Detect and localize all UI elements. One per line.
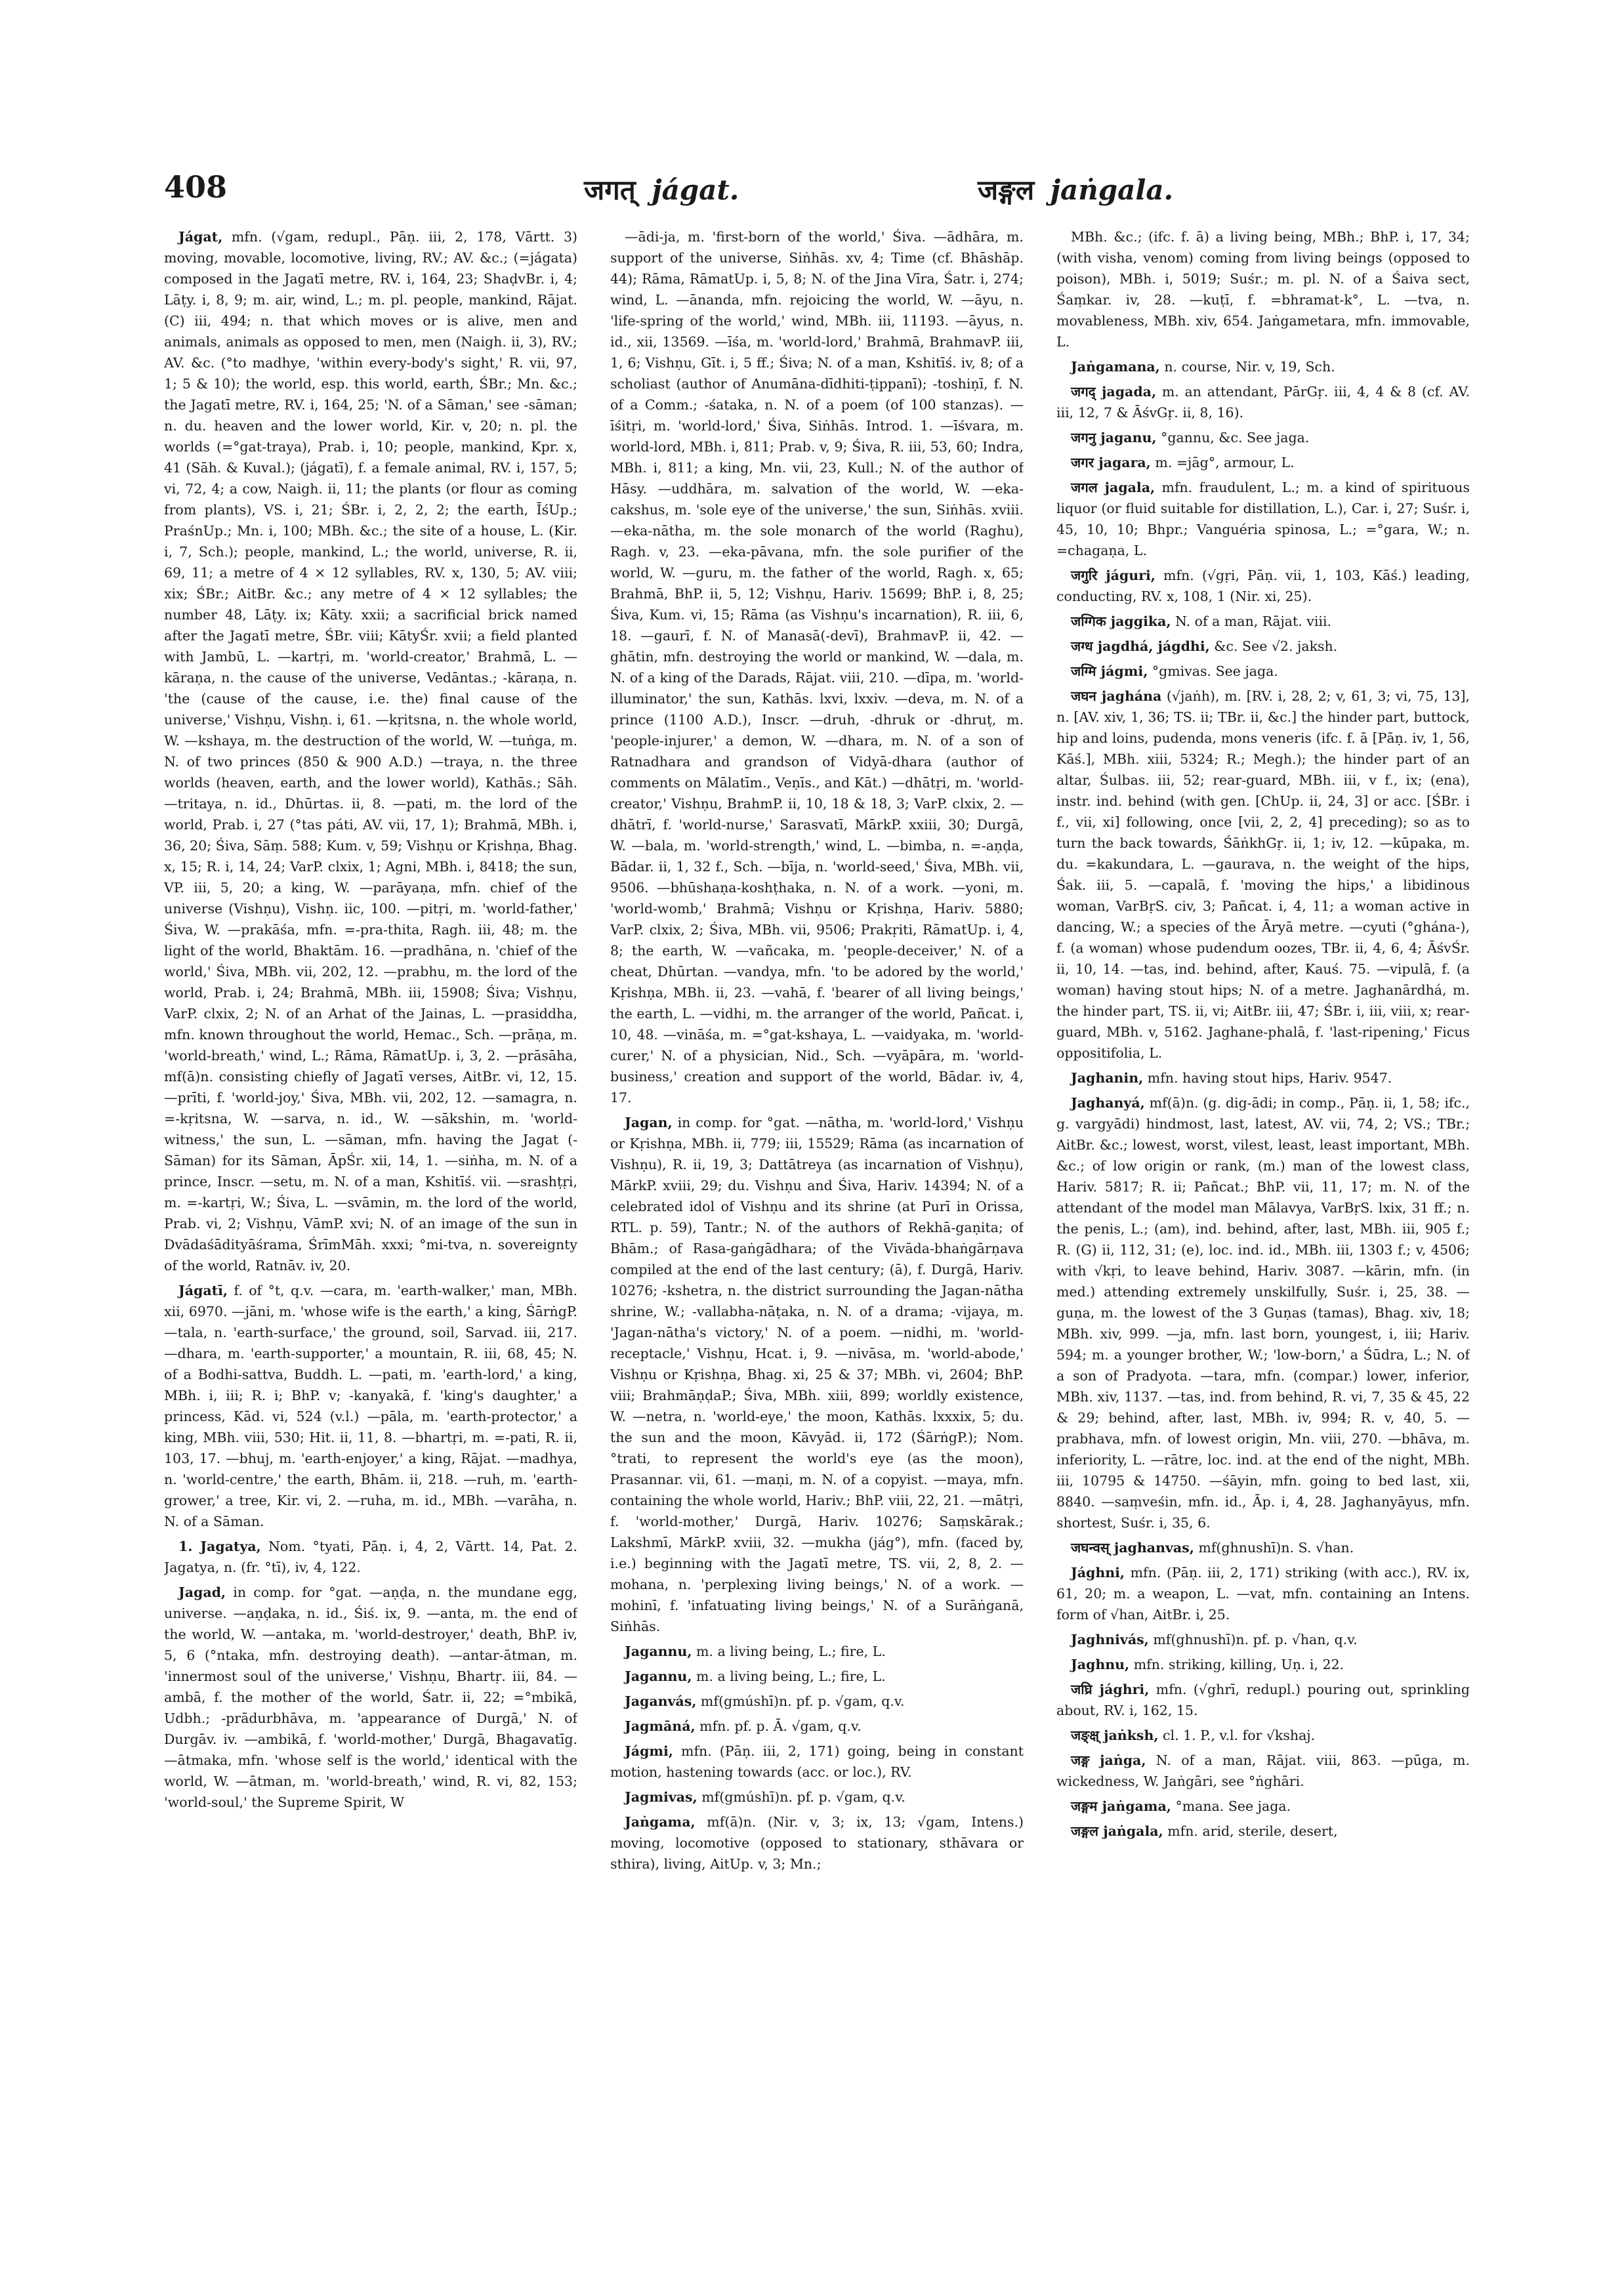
entry-definition: mf(ghnushī)n. pf. p. √han, q.v. bbox=[1153, 1632, 1358, 1647]
dictionary-entry bbox=[1056, 1679, 1470, 1721]
dictionary-entry bbox=[1056, 611, 1470, 632]
dictionary-entry bbox=[1056, 661, 1470, 682]
entry-definition: mfn. (Pāṇ. iii, 2, 171) striking (with acc.), RV. ix, 61, 20; m. a weapon, L. —vat, mfn. containing an Intens. form of √han, AitBr. i, 25. bbox=[1056, 1565, 1470, 1623]
entry-definition: mf(gmúshī)n. pf. p. √gam, q.v. bbox=[700, 1693, 905, 1709]
entry-headword: जग्ध jagdhá, jágdhi, bbox=[1071, 638, 1210, 654]
dictionary-entry bbox=[610, 1666, 1024, 1687]
entry-definition: N. of a man, Rājat. viii. bbox=[1175, 613, 1332, 629]
page-header bbox=[164, 169, 1470, 215]
dictionary-entry bbox=[1056, 686, 1470, 1064]
entry-headword: जङ्क्ष् jaṅksh, bbox=[1071, 1727, 1159, 1743]
entry-headword: Jaganvás, bbox=[625, 1693, 697, 1709]
dictionary-entry bbox=[610, 226, 1024, 1108]
entry-definition: mfn. arid, sterile, desert, bbox=[1167, 1823, 1338, 1839]
entry-headword: 1. Jagatya, bbox=[178, 1539, 261, 1554]
dictionary-entry bbox=[1056, 1629, 1470, 1650]
dictionary-entry bbox=[1056, 1796, 1470, 1817]
entry-headword: Jaghnu, bbox=[1071, 1657, 1130, 1672]
entry-definition: °mana. See jaga. bbox=[1175, 1798, 1291, 1814]
entry-headword: Jagad, bbox=[178, 1584, 226, 1600]
entry-headword: जग्गिक jaggika, bbox=[1071, 613, 1171, 629]
entry-headword: जङ्गल jaṅgala, bbox=[1071, 1823, 1163, 1839]
entry-definition: m. a living being, L.; fire, L. bbox=[696, 1668, 886, 1684]
entry-headword: Jághni, bbox=[1071, 1565, 1125, 1581]
dictionary-entry bbox=[610, 1741, 1024, 1783]
column-right bbox=[1056, 226, 1470, 2090]
entry-definition: mf(gmúshī)n. pf. p. √gam, q.v. bbox=[701, 1789, 906, 1805]
entry-headword: Jágmi, bbox=[625, 1743, 673, 1759]
entry-headword: Jagmāná, bbox=[625, 1718, 696, 1734]
dictionary-entry bbox=[610, 1811, 1024, 1874]
entry-definition: mfn. (√ghrī, redupl.) pouring out, sprinkling about, RV. i, 162, 15. bbox=[1056, 1682, 1470, 1718]
dictionary-entry bbox=[1056, 477, 1470, 561]
entry-headword: Jagan, bbox=[625, 1115, 673, 1130]
dictionary-entry bbox=[1056, 1654, 1470, 1675]
entry-definition: Nom. °tyati, Pāṇ. i, 4, 2, Vārtt. 14, Pat. 2. Jagatya, n. (fr. °tī), iv, 4, 122. bbox=[164, 1539, 577, 1575]
dictionary-entry bbox=[1056, 356, 1470, 377]
left-guide-iast: jágat. bbox=[652, 174, 739, 206]
entry-definition: m. a living being, L.; fire, L. bbox=[696, 1644, 886, 1659]
dictionary-entry bbox=[1056, 427, 1470, 448]
entry-headword: जगुरि jáguri, bbox=[1071, 568, 1156, 583]
entry-definition: mfn. striking, killing, Uṇ. i, 22. bbox=[1133, 1657, 1344, 1672]
dictionary-entry bbox=[610, 1787, 1024, 1808]
entry-headword: जङ्गम jaṅgama, bbox=[1071, 1798, 1171, 1814]
entry-headword: Jágatī, bbox=[178, 1283, 228, 1298]
entry-definition: mfn. fraudulent, L.; m. a kind of spirituous liquor (or fluid suitable for distillation, L.), Car. i, 27; Suśr. i, 45, 10, 10; Bhpr.; Vanguéria spinosa, L.; =°gara, W.; n. =chagaṇa, L. bbox=[1056, 480, 1470, 558]
entry-headword: Jaṅgama, bbox=[625, 1814, 696, 1830]
dictionary-entry bbox=[164, 226, 577, 1276]
entry-definition: in comp. for °gat. —aṇḍa, n. the mundane egg, universe. —aṇḍaka, n. id., Śiś. ix, 9. —anta, m. the end of the world, W. —antaka, m. 'world-destroyer,' death, BhP. iv, 5, 6 (°ntaka, mfn. destroying death). —antar-ātman, m. 'innermost soul of the universe,' Vishṇu, Bhartṛ. iii, 84. —ambā, f. the mother of the world, Śatr. ii, 22; =°mbikā, Udbh.; -prādurbhāva, m. 'appearance of Durgā,' N. of Durgāv. iv. —ambikā, f. 'world-mother,' Durgā, Bhagavatīg. —ātmaka, mfn. 'whose self is the world,' identical with the world, W. —ātman, m. 'world-breath,' wind, R. vi, 82, 153; 'world-soul,' the Supreme Spirit, W bbox=[164, 1584, 577, 1810]
entry-definition: mfn. (Pāṇ. iii, 2, 171) going, being in constant motion, hastening towards (acc. or loc.), RV. bbox=[610, 1743, 1024, 1780]
column-middle bbox=[610, 226, 1024, 2090]
entry-headword: Jaghanin, bbox=[1071, 1070, 1144, 1086]
entry-definition: m. =jāg°, armour, L. bbox=[1155, 455, 1295, 470]
entry-headword: Jaghnivás, bbox=[1071, 1632, 1149, 1647]
entry-definition: cl. 1. P., v.l. for √kshaj. bbox=[1163, 1727, 1316, 1743]
entry-definition: in comp. for °gat. —nātha, m. 'world-lord,' Vishṇu or Kṛishṇa, MBh. ii, 779; iii, 15529; Rāma (as incarnation of Vishṇu), R. ii, 19, 3; Dattātreya (as incarnation of Vishṇu), MārkP. xviii, 29; du. Vishṇu and Śiva, Hariv. 14394; N. of a celebrated idol of Vishṇu and its shrine (at Purī in Orissa, RTL. p. 59), Tantr.; N. of the authors of Rekhā-gaṇita; of Bhām.; of Rasa-gaṅgādhara; of the Vivāda-bhaṅgārṇava compiled at the end of the last century; (ā), f. Durgā, Hariv. 10276; -kshetra, n. the district surrounding the Jagan-nātha shrine, W.; -vallabha-nāṭaka, n. N. of a drama; -vijaya, m. 'Jagan-nātha's victory,' N. of a poem. —nidhi, m. 'world-receptacle,' Vishṇu, Hcat. i, 9. —nivāsa, m. 'world-abode,' Vishṇu or Kṛishṇa, Bhag. xi, 25 & 37; MBh. vi, 2604; BhP. viii; BrahmāṇḍaP.; Śiva, MBh. xiii, 899; worldly existence, W. —netra, n. 'world-eye,' the moon, Kathās. lxxxix, 5; du. the sun and the moon, Kāvyād. ii, 172 (ŚārṅgP.); Nom. °trati, to represent the world's eye (as the moon), Prasannar. vii, 61. —maṇi, m. N. of a copyist. —maya, mfn. containing the whole world, Hariv.; BhP. viii, 22, 21. —mātṛi, f. 'world-mother,' Durgā, Hariv. 10276; Saṃskārak.; Lakshmī, MārkP. xviii, 32. —mukha (jág°), mfn. (faced by, i.e.) beginning with the Jagatī metre, TS. vii, 2, 8, 2. —mohana, n. 'perplexing living beings,' N. of a work. —mohinī, f. 'infatuating living beings,' N. of a Surāṅganā, Siṅhās. bbox=[610, 1115, 1024, 1634]
dictionary-entry bbox=[1056, 636, 1470, 657]
dictionary-entry bbox=[1056, 1537, 1470, 1558]
dictionary-entry bbox=[610, 1691, 1024, 1712]
entry-headword: जगनु jaganu, bbox=[1071, 430, 1157, 445]
dictionary-entry bbox=[610, 1716, 1024, 1737]
entry-definition: N. of a man, Rājat. viii, 863. —pūga, m. wickedness, W. Jaṅgāri, see °ṅghāri. bbox=[1056, 1752, 1470, 1789]
entry-definition: m. an attendant, PārGṛ. iii, 4, 4 & 8 (cf. AV. iii, 12, 7 & ĀśvGṛ. ii, 8, 16). bbox=[1056, 384, 1470, 421]
entry-definition: mfn. (√gṛi, Pāṇ. vii, 1, 103, Kāś.) leading, conducting, RV. x, 108, 1 (Nir. xi, 25). bbox=[1056, 568, 1470, 604]
entry-definition: (√jaṅh), m. [RV. i, 28, 2; v, 61, 3; vi, 75, 13], n. [AV. xiv, 1, 36; TS. ii; TBr. ii, &c.] the hinder part, buttock, hip and loins, pudenda, mons veneris (ifc. f. ā [Pāṇ. iv, 1, 56, Kāś.], MBh. xiii, 5324; R.; Megh.); the hinder part of an altar, Śulbas. iii, 52; rear-guard, MBh. iii, v f., ix; (ena), instr. ind. behind (with gen. [ChUp. ii, 24, 3] or acc. [ŚBr. i f., vii, xi] following, once [vii, 2, 2, 4] preceding); so as to turn the back towards, ŚāṅkhGṛ. ii, 1; iv, 12. —kūpaka, m. du. =kakundara, L. —gaurava, n. the weight of the hips, Śak. iii, 5. —capalā, f. 'moving the hips,' a libidinous woman, VarBṛS. civ, 3; Pañcat. i, 4, 11; a woman active in dancing, W.; a species of the Āryā metre. —cyuti (°ghána-), f. (a woman) whose pudendum oozes, TBr. ii, 4, 6, 4; ĀśvŚr. ii, 10, 14. —tas, ind. behind, after, Kauś. 75. —vipulā, f. (a woman) having stout hips; N. of a metre. Jaghanārdhá, m. the hinder part, TS. ii, vi; AitBr. iii, 47; ŚBr. i, iii, viii, x; rear-guard, MBh. v, 5162. Jaghane-phalā, f. 'last-ripening,' Ficus oppositifolia, L. bbox=[1056, 688, 1470, 1061]
entry-headword: Jaṅgamana, bbox=[1071, 359, 1160, 375]
entry-headword: जगर jagara, bbox=[1071, 455, 1151, 470]
page-number: 408 bbox=[164, 169, 228, 205]
dictionary-entry bbox=[1056, 226, 1470, 352]
entry-headword: Jagannu, bbox=[625, 1644, 692, 1659]
dictionary-entry bbox=[1056, 565, 1470, 607]
entry-definition: °gmivas. See jaga. bbox=[1152, 663, 1278, 679]
entry-headword: जघन jaghána bbox=[1071, 688, 1162, 704]
entry-headword: Jagmivas, bbox=[625, 1789, 697, 1805]
entry-definition: &c. See √2. jaksh. bbox=[1214, 638, 1338, 654]
entry-definition: mf(ghnushī)n. S. √han. bbox=[1198, 1540, 1354, 1556]
entry-definition: MBh. &c.; (ifc. f. ā) a living being, MBh.; BhP. i, 17, 34; (with visha, venom) coming from living beings (opposed to poison), MBh. i, 5019; Suśr.; m. pl. N. of a Śaiva sect, Śaṃkar. iv, 28. —kuṭī, f. =bhramat-k°, L. —tva, n. movableness, MBh. xiv, 654. Jaṅgametara, mfn. immovable, L. bbox=[1056, 229, 1470, 350]
dictionary-entry bbox=[164, 1280, 577, 1532]
column-left bbox=[164, 226, 577, 2090]
entry-headword: जगद् jagada, bbox=[1071, 384, 1157, 400]
entry-headword: जघन्वस् jaghanvas, bbox=[1071, 1540, 1194, 1556]
entry-headword: Jagannu, bbox=[625, 1668, 692, 1684]
entry-definition: °gannu, &c. See jaga. bbox=[1161, 430, 1310, 445]
entry-headword: Jágat, bbox=[178, 229, 223, 245]
entry-definition: mf(ā)n. (g. dig-ādi; in comp., Pāṇ. ii, 1, 58; ifc., g. vargyādi) hindmost, last, latest, AV. vii, 74, 2; VS.; TBr.; AitBr. &c.; lowest, worst, vilest, least, least important, MBh. &c.; of low origin or rank, (m.) man of the lowest class, Hariv. 5817; R. ii; Pañcat.; BhP. vii, 11, 17; m. N. of the attendant of the model man Mālavya, VarBṛS. lxix, 31 ff.; n. the penis, L.; (am), ind. behind, after, last, MBh. iii, 905 f.; R. (G) ii, 112, 31; (e), loc. ind. id., MBh. iii, 1303 f.; v, 4506; with √kṛi, to leave behind, Hariv. 3087. —kārin, mfn. (in med.) attending extremely unskilfully, Suśr. i, 25, 38. —guṇa, m. the lowest of the 3 Guṇas (tamas), Bhag. xiv, 18; MBh. xiv, 999. —ja, mfn. last born, youngest, i, iii; Hariv. 594; m. a younger brother, W.; 'low-born,' a Śūdra, L.; N. of a son of Pradyota. —tara, mfn. (compar.) lower, inferior, MBh. xiv, 1137. —tas, ind. from behind, R. vi, 7, 35 & 45, 22 & 29; behind, after, last, MBh. iv, 994; R. v, 40, 5. —prabhava, mfn. of lowest origin, Mn. viii, 270. —bhāva, m. inferiority, L. —rātre, loc. ind. at the end of the night, MBh. iii, 10795 & 14750. —śāyin, mfn. going to bed last, xii, 8840. —saṃveśin, mfn. id., Āp. i, 4, 28. Jaghanyāyus, mfn. shortest, Suśr. i, 35, 6. bbox=[1056, 1095, 1470, 1531]
dictionary-entry bbox=[1056, 1725, 1470, 1746]
entry-columns bbox=[164, 226, 1470, 2090]
dictionary-entry bbox=[1056, 1750, 1470, 1792]
right-guide-iast: jaṅgala. bbox=[1050, 174, 1174, 206]
entry-definition: mfn. pf. p. Ā. √gam, q.v. bbox=[699, 1718, 862, 1734]
dictionary-entry bbox=[164, 1536, 577, 1578]
right-guide-word bbox=[978, 171, 1173, 208]
left-guide-word bbox=[584, 171, 739, 208]
dictionary-entry bbox=[164, 1582, 577, 1813]
dictionary-entry bbox=[1056, 1821, 1470, 1842]
entry-headword: जङ्ग jaṅga, bbox=[1071, 1752, 1146, 1768]
dictionary-entry bbox=[610, 1641, 1024, 1662]
dictionary-entry bbox=[1056, 381, 1470, 423]
entry-definition: mfn. having stout hips, Hariv. 9547. bbox=[1147, 1070, 1392, 1086]
dictionary-entry bbox=[1056, 1067, 1470, 1088]
dictionary-entry bbox=[1056, 452, 1470, 473]
dictionary-entry bbox=[610, 1112, 1024, 1637]
right-guide-devanagari: जङ्गल bbox=[978, 174, 1035, 206]
entry-definition: mfn. (√gam, redupl., Pāṇ. iii, 2, 178, Vārtt. 3) moving, movable, locomotive, living, RV.; AV. &c.; (=jágata) composed in the Jagatī metre, RV. i, 164, 23; ShaḍvBr. i, 4; Lāṭy. i, 8, 9; m. air, wind, L.; m. pl. people, mankind, Rājat. (C) iii, 494; n. that which moves or is alive, men and animals, animals as opposed to men, men (Naigh. ii, 3), RV.; AV. &c. (°to madhye, 'within every-body's sight,' R. vii, 97, 1; 5 & 10); the world, esp. this world, earth, ŚBr.; Mn. &c.; the Jagatī metre, RV. i, 164, 25; 'N. of a Sāman,' see -sāman; n. du. heaven and the lower world, Kir. v, 20; n. pl. the worlds (=°gat-traya), Prab. i, 10; people, mankind, Kpr. x, 41 (Sāh. & Kuval.); (jágatī), f. a female animal, RV. i, 157, 5; vi, 72, 4; a cow, Naigh. ii, 11; the plants (or flour as coming from plants), VS. i, 21; ŚBr. i, 2, 2, 2; the earth, ĪśUp.; PraśnUp.; Mn. i, 100; MBh. &c.; the site of a house, L. (Kir. i, 7, Sch.); people, mankind, L.; the world, universe, R. ii, 69, 11; a metre of 4 × 12 syllables, RV. x, 130, 5; AV. viii; xix; ŚBr.; AitBr. &c.; any metre of 4 × 12 syllables; the number 48, Lāṭy. ix; Kāty. xxii; a sacrificial brick named after the Jagatī metre, ŚBr. viii; KātyŚr. xvii; a field planted with Jambū, L. —kartṛi, m. 'world-creator,' Brahmā, L. —kāraṇa, n. the cause of the universe, Vedāntas.; -kāraṇa, n. 'the (cause of the cause, i.e. the) final cause of the universe,' Vishṇu, Vishṇ. i, 61. —kṛitsna, n. the whole world, W. —kshaya, m. the destruction of the world, W. —tuṅga, m. N. of two princes (850 & 900 A.D.) —traya, n. the three worlds (heaven, earth, and the lower world), Kathās.; Sāh. —tritaya, n. id., Dhūrtas. ii, 8. —pati, m. the lord of the world, Prab. i, 27 (°tas páti, AV. vii, 17, 1); Brahmā, MBh. i, 36, 20; Śiva, Sāṃ. 588; Kum. v, 59; Vishṇu or Kṛishṇa, Bhag. x, 15; R. i, 14, 24; VarP. clxix, 1; Agni, MBh. i, 8418; the sun, VP. iii, 5, 20; a king, W. —parāyaṇa, mfn. chief of the universe (Vishṇu), Vishṇ. iic, 100. —pitṛi, m. 'world-father,' Śiva, W. —prakāśa, mfn. =-pra-thita, Ragh. iii, 48; m. the light of the world, Bhaktām. 16. —pradhāna, n. 'chief of the world,' Śiva, MBh. vii, 202, 12. —prabhu, m. the lord of the world, Prab. i, 24; Brahmā, MBh. iii, 15908; Śiva; Vishṇu, VarP. clxix, 2; N. of an Arhat of the Jainas, L. —prasiddha, mfn. known throughout the world, Hemac., Sch. —prāṇa, m. 'world-breath,' wind, L.; Rāma, RāmatUp. i, 3, 2. —prāsāha, mf(ā)n. consisting chiefly of Jagatī verses, AitBr. vi, 12, 15. —prīti, f. 'world-joy,' Śiva, MBh. vii, 202, 12. —samagra, n. =-kṛitsna, W. —sarva, n. id., W. —sākshin, m. 'world-witness,' the sun, L. —sāman, mfn. having the Jagat (-Sāman) for its Sāman, ĀpŚr. xii, 14, 1. —siṅha, m. N. of a prince, Inscr. —setu, m. N. of a man, Kshitīś. vii. —srashṭṛi, m. =-kartṛi, W.; Śiva, L. —svāmin, m. the lord of the world, Prab. vi, 2; Vishṇu, VāmP. xvi; N. of an image of the sun in Dvādaśādityāśrama, ŚrīmMāh. xxxi; °mi-tva, n. sovereignty of the world, Ratnāv. iv, 20. bbox=[164, 229, 577, 1273]
entry-definition: n. course, Nir. v, 19, Sch. bbox=[1164, 359, 1335, 375]
dictionary-entry bbox=[1056, 1562, 1470, 1625]
entry-definition: mf(ā)n. (Nir. v, 3; ix, 13; √gam, Intens.) moving, locomotive (opposed to stationary, sthāvara or sthira), living, AitUp. v, 3; Mn.; bbox=[610, 1814, 1024, 1872]
entry-headword: जघ्रि jághri, bbox=[1071, 1682, 1150, 1697]
entry-headword: Jaghanyá, bbox=[1071, 1095, 1145, 1111]
entry-headword: जगल jagala, bbox=[1071, 480, 1156, 495]
entry-headword: जग्मि jágmi, bbox=[1071, 663, 1148, 679]
left-guide-devanagari: जगत् bbox=[584, 174, 636, 206]
dictionary-entry bbox=[1056, 1092, 1470, 1533]
entry-definition: —ādi-ja, m. 'first-born of the world,' Śiva. —ādhāra, m. support of the universe, Siṅhās. xv, 4; Time (cf. Bhāshāp. 44); Rāma, RāmatUp. i, 5, 8; N. of the Jina Vīra, Śatr. i, 274; wind, L. —ānanda, mfn. rejoicing the world, W. —āyu, n. 'life-spring of the world,' wind, MBh. iii, 11193. —āyus, n. id., xii, 13569. —īśa, m. 'world-lord,' Brahmā, BrahmavP. iii, 1, 6; Vishṇu, Gīt. i, 5 ff.; Śiva; N. of a man, Kshitīś. iv, 8; of a scholiast (author of Anumāna-dīdhiti-ṭippanī); -toshiṇī, f. N. of a Comm.; -śataka, n. N. of a poem (of 100 stanzas). —īśitṛi, m. 'world-lord,' Śiva, Siṅhās. Introd. 1. —īśvara, m. world-lord, MBh. i, 811; Prab. v, 9; Śiva, R. iii, 53, 60; Indra, MBh. i, 811; a king, Mn. vii, 23, Kull.; N. of the author of Hāsy. —uddhāra, m. salvation of the world, W. —eka-cakshus, m. 'sole eye of the universe,' the sun, Siṅhās. xviii. —eka-nātha, m. the sole monarch of the world (Raghu), Ragh. v, 23. —eka-pāvana, mfn. the sole purifier of the world, W. —guru, m. the father of the world, Ragh. x, 65; Brahmā, BhP. ii, 5, 12; Vishṇu, Hariv. 15699; BhP. i, 8, 25; Śiva, Kum. vi, 15; Rāma (as Vishṇu's incarnation), R. iii, 6, 18. —gaurī, f. N. of Manasā(-devī), BrahmavP. ii, 42. —ghātin, mfn. destroying the world or mankind, W. —dala, m. N. of a king of the Darads, Rājat. viii, 210. —dīpa, m. 'world-illuminator,' the sun, Kathās. lxvi, lxxiv. —deva, m. N. of a prince (1100 A.D.), Inscr. —druh, -dhruk or -dhruṭ, m. 'people-injurer,' a demon, W. —dhara, m. N. of a son of Ratnadhara and grandson of Vidyā-dhara (author of comments on Mālatīm., Veṇīs., and Kāt.) —dhātṛi, m. 'world-creator,' Vishṇu, BrahmP. ii, 10, 18 & 18, 3; VarP. clxix, 2. —dhātrī, f. 'world-nurse,' Sarasvatī, MārkP. xxiii, 30; Durgā, W. —bala, m. 'world-strength,' wind, L. —bimba, n. =-aṇḍa, Bādar. ii, 1, 32 f., Sch. —bīja, n. 'world-seed,' Śiva, MBh. vii, 9506. —bhūshaṇa-koshṭhaka, n. N. of a work. —yoni, m. 'world-womb,' Brahmā; Vishṇu or Kṛishṇa, Hariv. 5880; VarP. clxix, 2; Śiva, MBh. vii, 9506; Prakṛiti, RāmatUp. i, 4, 8; the earth, W. —vañcaka, m. 'people-deceiver,' N. of a cheat, Dhūrtan. —vandya, mfn. 'to be adored by the world,' Kṛishṇa, MBh. ii, 23. —vahā, f. 'bearer of all living beings,' the earth, L. —vidhi, m. the arranger of the world, Pañcat. i, 10, 48. —vināśa, m. =°gat-kshaya, L. —vaidyaka, m. 'world-curer,' N. of a physician, Nid., Sch. —vyāpāra, m. 'world-business,' creation and support of the world, Bādar. iv, 4, 17. bbox=[610, 229, 1024, 1106]
entry-definition: f. of °t, q.v. —cara, m. 'earth-walker,' man, MBh. xii, 6970. —jāni, m. 'whose wife is the earth,' a king, ŚārṅgP. —tala, n. 'earth-surface,' the ground, soil, Sarvad. iii, 217. —dhara, m. 'earth-supporter,' a mountain, R. iii, 68, 45; N. of a Bodhi-sattva, Buddh. L. —pati, m. 'earth-lord,' a king, MBh. i, iii; R. i; BhP. v; -kanyakā, f. 'king's daughter,' a princess, Kād. vi, 524 (v.l.) —pāla, m. 'earth-protector,' a king, MBh. viii, 530; Hit. ii, 11, 8. —bhartṛi, m. =-pati, R. ii, 103, 17. —bhuj, m. 'earth-enjoyer,' a king, Rājat. —madhya, n. 'world-centre,' the earth, Bhām. ii, 218. —ruh, m. 'earth-grower,' a tree, Kir. vi, 2. —ruha, m. id., MBh. —varāha, n. N. of a Sāman. bbox=[164, 1283, 577, 1529]
